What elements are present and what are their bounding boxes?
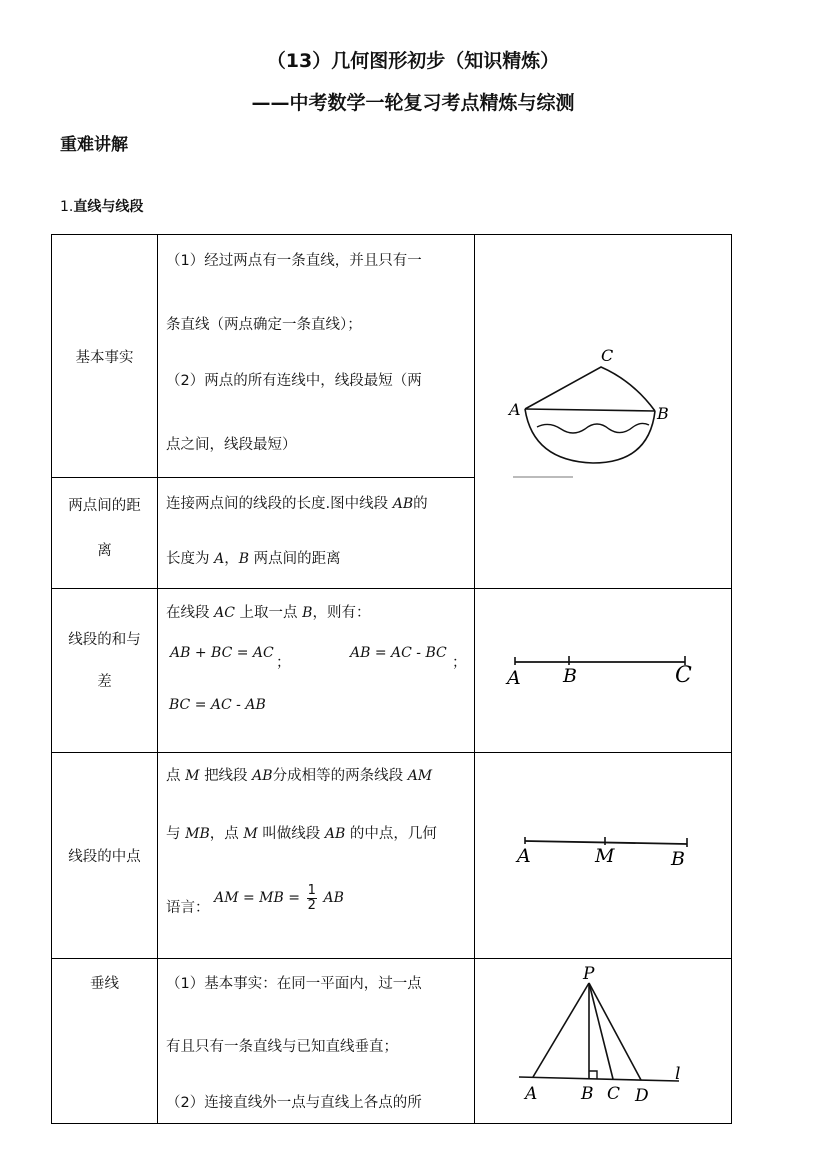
basic-facts-line-2: 条直线（两点确定一条直线）； <box>166 317 362 333</box>
sum-diff-eq-2: AB = AC - BC <box>350 645 447 661</box>
sum-diff-eq-1: AB + BC = AC <box>170 645 274 661</box>
perpendicular-label: 垂线 <box>90 976 119 992</box>
perp-label-D: D <box>635 1086 649 1106</box>
midpoint-var-AB: AB <box>252 768 273 784</box>
perpendicular-figure <box>503 959 703 1109</box>
arc-figure-cell <box>475 235 732 589</box>
distance-var-A: A <box>214 551 225 567</box>
sum-diff-line-3 <box>166 685 467 725</box>
subsection-number: 1. <box>60 199 74 215</box>
midpoint-text-4: 与 <box>166 826 181 842</box>
sum-diff-text: 在线段 <box>166 605 210 621</box>
table-row <box>52 959 732 1124</box>
midpoint-figure-label-A: A <box>517 844 531 867</box>
distance-sep: ， <box>224 551 239 567</box>
distance-text: 连接两点间的线段的长度.图中线段 <box>166 496 389 512</box>
midpoint-line-2 <box>166 791 467 877</box>
perpendicular-content <box>158 959 475 1124</box>
midpoint-figure <box>503 829 703 879</box>
fraction-denominator: 2 <box>307 897 316 913</box>
perp-label-A: A <box>525 1084 538 1104</box>
perpendicular-line-1: （1）基本事实：在同一平面内，过一点 <box>166 976 422 992</box>
subsection-title: 直线与线段 <box>73 199 144 215</box>
distance-var-B: B <box>238 551 250 567</box>
document-subtitle: ——中考数学一轮复习考点精炼与综测 <box>251 92 575 114</box>
midpoint-var-M2: M <box>243 826 258 842</box>
midpoint-eq: AM = MB = <box>214 890 300 906</box>
basic-facts-line-3: （2）两点的所有连线中，线段最短（两 <box>166 373 422 389</box>
perpendicular-line-2: 有且只有一条直线与已知直线垂直； <box>166 1039 398 1055</box>
perp-label-l: l <box>675 1064 681 1084</box>
segment-label-C: C <box>675 662 692 688</box>
midpoint-figure-label-B: B <box>671 847 685 870</box>
midpoint-label: 线段的中点 <box>68 849 141 865</box>
section-heading: 重难讲解 <box>60 135 128 155</box>
sum-diff-content <box>158 589 475 753</box>
document-title: （13）几何图形初步（知识精炼） <box>266 50 560 72</box>
sum-diff-label-2: 差 <box>97 674 112 690</box>
perpendicular-figure-cell <box>475 959 732 1124</box>
perp-label-C: C <box>607 1084 621 1104</box>
distance-text-2: 长度为 <box>166 551 210 567</box>
sum-diff-text-3: ，则有： <box>312 605 371 621</box>
midpoint-text-6: 叫做线段 <box>262 826 321 842</box>
midpoint-text-8: 语言： <box>166 900 210 916</box>
arc-figure <box>503 335 703 485</box>
basic-facts-line-1: （1）经过两点有一条直线，并且只有一 <box>166 253 422 269</box>
midpoint-var-MB: MB <box>185 826 210 842</box>
basic-facts-label: 基本事实 <box>75 349 134 366</box>
sum-diff-var-AC: AC <box>214 605 235 621</box>
midpoint-fraction <box>307 884 317 913</box>
row-label-distance <box>52 478 158 589</box>
sum-diff-semicolon-2: ； <box>452 655 467 671</box>
midpoint-text-3: 分成相等的两条线段 <box>272 768 404 784</box>
distance-line-1 <box>166 478 467 530</box>
midpoint-text-2: 把线段 <box>204 768 248 784</box>
distance-label-1: 两点间的距 <box>68 498 141 514</box>
distance-content <box>158 478 475 589</box>
perp-label-P: P <box>583 964 595 984</box>
segment-label-B: B <box>563 664 577 687</box>
basic-facts-line-4: 点之间，线段最短） <box>166 437 297 453</box>
row-label-sum-diff <box>52 589 158 753</box>
distance-text-3: 两点间的距离 <box>253 551 341 567</box>
midpoint-text-7: 的中点，几何 <box>349 826 437 842</box>
midpoint-var-AB3: AB <box>323 890 344 906</box>
subsection-heading <box>60 196 143 216</box>
sum-diff-line-2 <box>166 637 467 683</box>
midpoint-var-AB2: AB <box>324 826 346 842</box>
row-label-basic-facts <box>52 235 158 478</box>
sum-diff-line-1 <box>166 589 467 637</box>
row-label-midpoint <box>52 753 158 959</box>
table-row <box>52 235 732 478</box>
segment-figure-cell <box>475 589 732 753</box>
sum-diff-eq-3: BC = AC - AB <box>169 697 266 713</box>
arc-label-A: A <box>509 399 521 419</box>
perp-label-B: B <box>581 1084 594 1104</box>
midpoint-content <box>158 753 475 959</box>
sum-diff-semicolon-1: ； <box>276 655 291 671</box>
midpoint-var-AM: AM <box>407 768 433 784</box>
table-row <box>52 753 732 959</box>
perpendicular-line-3: （2）连接直线外一点与直线上各点的所 <box>166 1095 422 1111</box>
sum-diff-var-B: B <box>302 605 313 621</box>
arc-label-B: B <box>657 403 669 423</box>
midpoint-text-1: 点 <box>166 768 181 784</box>
distance-label-2: 离 <box>97 543 112 559</box>
midpoint-figure-cell <box>475 753 732 959</box>
midpoint-var-M: M <box>185 768 200 784</box>
row-label-perpendicular <box>52 959 158 1124</box>
sum-diff-label-1: 线段的和与 <box>68 632 141 648</box>
table-row <box>52 589 732 753</box>
midpoint-line-3 <box>166 873 467 943</box>
segment-label-A: A <box>507 666 521 689</box>
basic-facts-content <box>158 235 475 478</box>
arc-label-C: C <box>601 345 614 365</box>
segment-figure <box>503 644 703 694</box>
sum-diff-text-2: 上取一点 <box>239 605 298 621</box>
knowledge-table <box>51 234 732 1124</box>
fraction-numerator: 1 <box>307 882 316 898</box>
distance-line-2 <box>166 530 467 588</box>
distance-text-end: 的 <box>413 496 428 512</box>
midpoint-figure-label-M: M <box>595 844 615 867</box>
midpoint-text-5: ，点 <box>209 826 239 842</box>
distance-var-AB: AB <box>392 496 414 512</box>
